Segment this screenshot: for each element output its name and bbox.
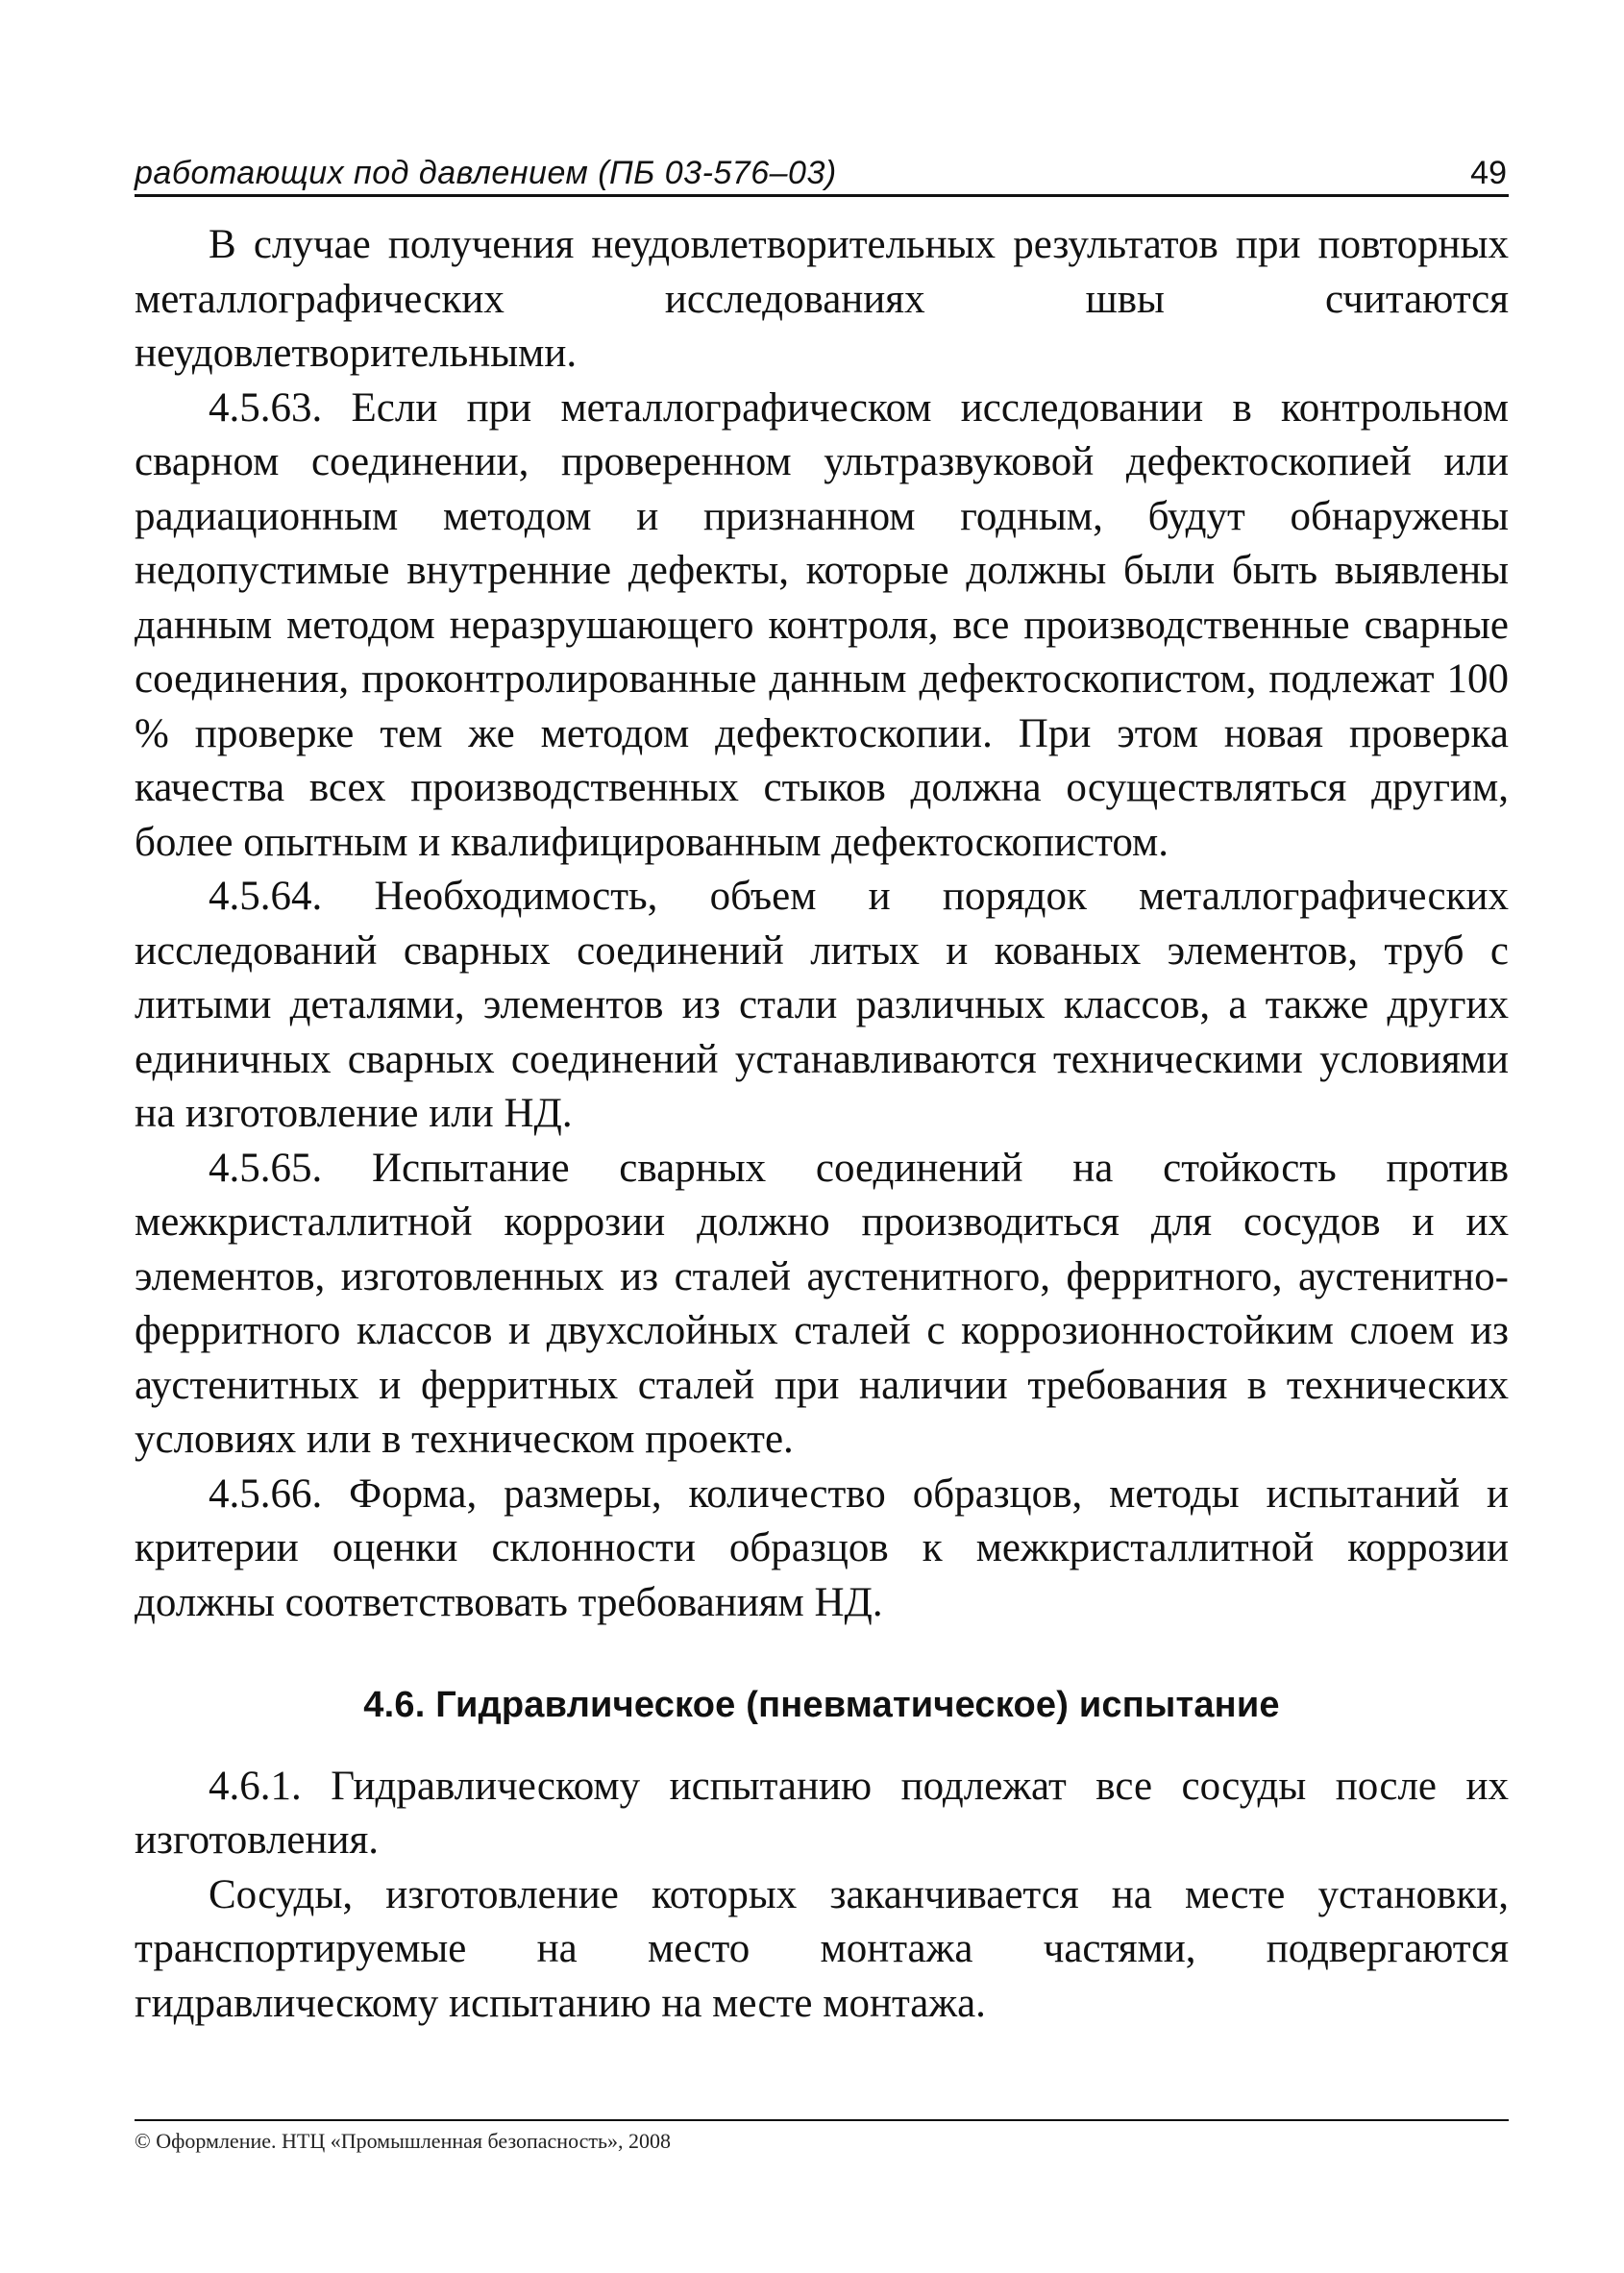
running-header-title: работающих под давлением (ПБ 03-576–03) (135, 155, 837, 191)
paragraph-4-5-64: 4.5.64. Необходимость, объем и порядок металлографических исследований сварных соединений литых и кованых элементов, труб с литыми деталями, элементов из стали различных классов, а также других единичных сварных соединений устанавливаются техническими условиями на изготовление или НД. (135, 874, 1509, 1136)
copyright-notice: © Оформление. НТЦ «Промышленная безопасность», 2008 (135, 2129, 672, 2153)
page-number: 49 (1470, 155, 1507, 191)
paragraph-4-5-65: 4.5.65. Испытание сварных соединений на стойкость против межкристаллитной коррозии должно производиться для сосудов и их элементов, изготовленных из сталей аустенитного, ферритного, аустенитно-ферритного классов и двухслойных сталей с коррозионностойким слоем из аустенитных и ферритных сталей при наличии требования в технических условиях или в техническом проекте. (135, 1145, 1509, 1462)
body-text (135, 218, 1509, 2031)
paragraph: В случае получения неудовлетворительных результатов при повторных металлографических исследованиях швы считаются неудовлетворительными. (135, 222, 1509, 376)
page-footer (135, 2119, 1509, 2154)
paragraph-4-6-1: 4.6.1. Гидравлическому испытанию подлежат все сосуды после их изготовления. (135, 1763, 1509, 1863)
document-page (135, 144, 1509, 2031)
section-heading: 4.6. Гидравлическое (пневматическое) испытание (363, 1685, 1280, 1725)
paragraph-4-5-66: 4.5.66. Форма, размеры, количество образцов, методы испытаний и критерии оценки склонности образцов к межкристаллитной коррозии должны соответствовать требованиям НД. (135, 1470, 1509, 1625)
paragraph: Сосуды, изготовление которых заканчивается на месте установки, транспортируемые на место монтажа частями, подвергаются гидравлическому испытанию на месте монтажа. (135, 1871, 1509, 2026)
footer-divider (135, 2119, 1509, 2121)
paragraph-4-5-63: 4.5.63. Если при металлографическом исследовании в контрольном сварном соединении, проверенном ультразвуковой дефектоскопией или радиационным методом и признанном годным, будут обнаружены недопустимые внутренние дефекты, которые должны были быть выявлены данным методом неразрушающего контроля, все производственные сварные соединения, проконтролированные данным дефектоскопистом, подлежат 100 % проверке тем же методом дефектоскопии. При этом новая проверка качества всех производственных стыков должна осуществляться другим, более опытным и квалифицированным дефектоскопистом. (135, 384, 1509, 865)
running-header (135, 144, 1509, 197)
